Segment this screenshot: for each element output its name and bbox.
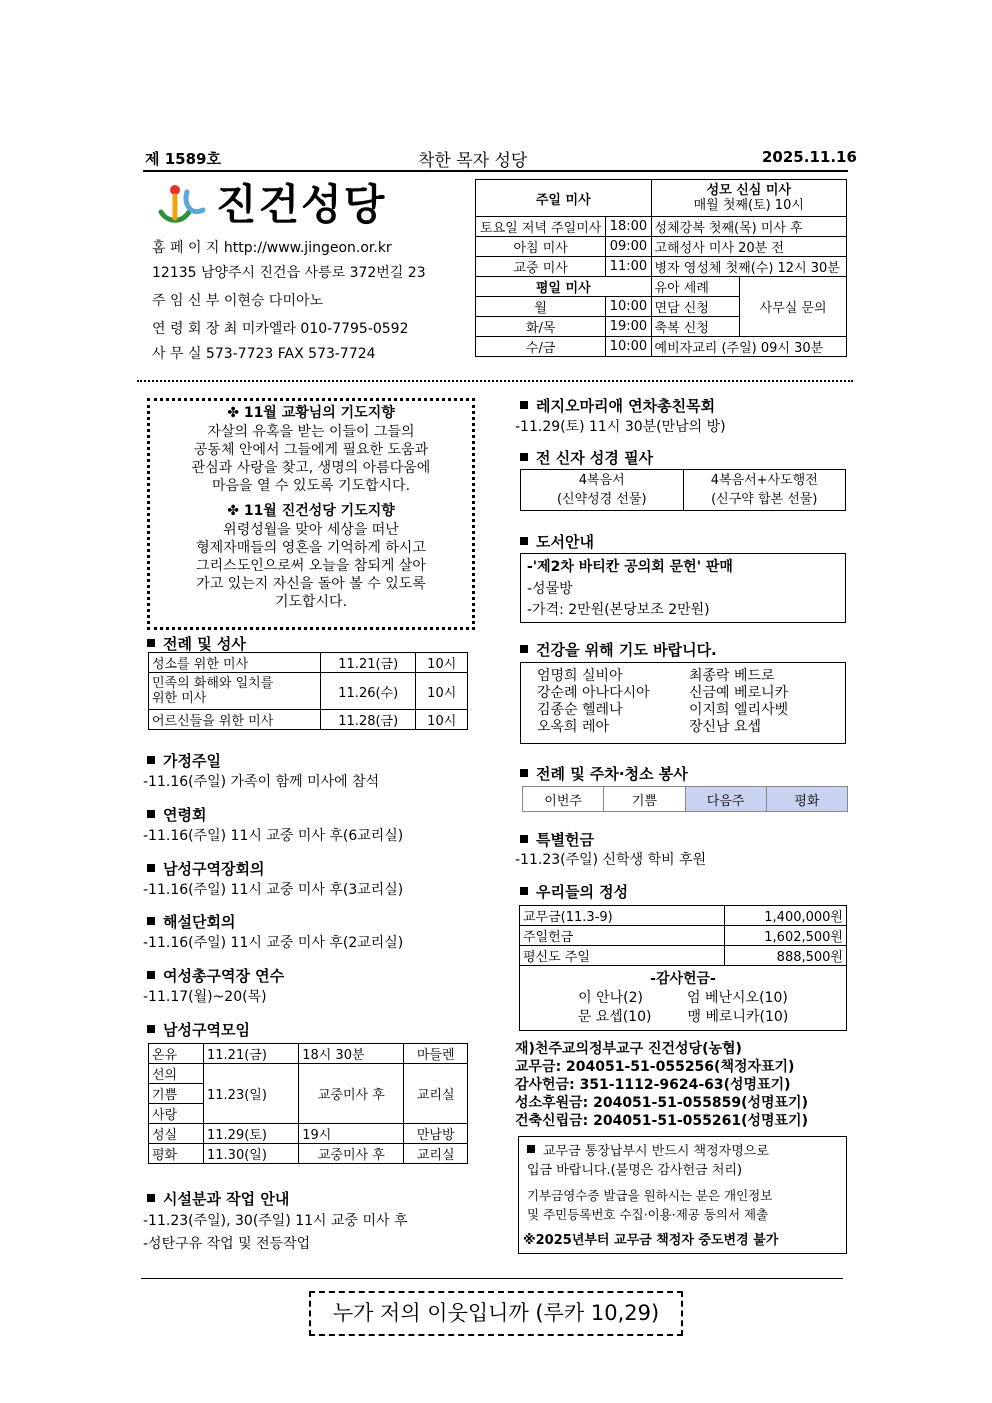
homepage: 홈 페 이 지 http://www.jingeon.or.kr (152, 240, 392, 256)
mass-time: 11:00 (606, 257, 651, 277)
offering-label: 교무금(11.3-9) (520, 906, 725, 926)
prayer-line: 관심과 사랑을 찾고, 생명의 아름다움에 (191, 460, 431, 476)
group-name: 기쁨 (149, 1084, 204, 1104)
prayer-line: 형제자매들의 영혼을 기억하게 하시고 (196, 540, 426, 556)
service-title: 전례 및 주차·청소 봉사 (520, 763, 688, 784)
offering-amount: 1,602,500원 (725, 926, 847, 946)
facility-line: -11.23(주일), 30(주일) 11시 교중 미사 후 (143, 1213, 408, 1229)
liturgy-time: 10시 (416, 710, 468, 730)
liturgy-date: 11.28(금) (321, 710, 416, 730)
books-line: -성물방 (527, 581, 573, 597)
group-date: 11.21(금) (204, 1044, 299, 1064)
offering-label: 평신도 주일 (520, 946, 725, 966)
prayer-line: 공동체 안에서 그들에게 필요한 도움과 (193, 442, 429, 458)
bank-info (515, 1040, 808, 1130)
notice-line: 및 주민등록번호 수집·이용·제공 동의서 제출 (527, 1207, 769, 1222)
group-time: 19시 (299, 1124, 404, 1144)
weekday-mass-header: 평일 미사 (476, 277, 652, 297)
mass-name: 아침 미사 (476, 237, 606, 257)
health-name: 엄명희 실비아 (537, 668, 623, 684)
books-line: -'제2차 바티칸 공의회 문헌' 판매 (527, 559, 733, 575)
thanks-name: 이 안나(2) (578, 989, 644, 1006)
group-date: 11.23(일) (204, 1064, 299, 1124)
group-place: 만남방 (404, 1124, 468, 1144)
footer-verse: 누가 저의 이웃입니까 (루카 10,29) (309, 1291, 683, 1336)
mass-time: 10:00 (606, 297, 651, 317)
mass-time: 18:00 (606, 217, 651, 237)
health-name: 장신남 요셉 (689, 719, 762, 735)
section-title: 여성총구역장 연수 (147, 965, 284, 986)
bible-gift: (신구약 합본 선물) (711, 492, 818, 507)
marian-mass-header: 성모 신심 미사 (706, 183, 791, 198)
service-cell: 평화 (766, 787, 847, 812)
offering-title: 우리들의 정성 (520, 881, 628, 902)
service-cell: 기쁨 (604, 787, 685, 812)
district-table (148, 1043, 468, 1164)
prayer-line: 그리스도인으로써 오늘을 참되게 살아 (196, 558, 426, 574)
mass-time: 10:00 (606, 337, 651, 357)
group-place: 교리실 (404, 1064, 468, 1124)
group-name: 평화 (149, 1144, 204, 1164)
mass-name: 화/목 (476, 317, 606, 337)
thanks-name: 엄 베난시오(10) (687, 989, 788, 1006)
issue-number: 제 1589호 (145, 150, 221, 168)
mass-info: 유아 세례 (651, 277, 740, 297)
marian-mass-sub: 매월 첫째(토) 10시 (693, 198, 804, 213)
health-name: 오옥희 레아 (537, 719, 610, 735)
health-title: 건강을 위해 기도 바랍니다. (520, 639, 717, 660)
address: 12135 남양주시 진건읍 사릉로 372번길 23 (152, 265, 426, 281)
health-name: 이지희 엘리사벳 (689, 702, 789, 718)
thanks-title: -감사헌금- (650, 970, 716, 987)
service-table (522, 786, 848, 812)
health-name: 김종순 헬레나 (537, 702, 623, 718)
health-name: 신금예 베로니카 (689, 685, 789, 701)
mass-info: 성체강복 첫째(목) 미사 후 (651, 217, 846, 237)
notice-line: 입금 바랍니다.(불명은 감사헌금 처리) (527, 1163, 743, 1178)
mass-name: 수/금 (476, 337, 606, 357)
bank-line: 교무금: 204051-51-055256(책정자표기) (515, 1059, 795, 1075)
books-box (520, 553, 846, 623)
catechumen: 예비자교리 (주일) 09시 30분 (651, 337, 846, 357)
prayer-title-parish: ✤ 11월 진건성당 기도지향 (227, 503, 395, 519)
special-title: 특별헌금 (520, 829, 594, 850)
facility-line: -성탄구유 작업 및 전등작업 (143, 1236, 311, 1252)
section-line: -11.16(주일) 11시 교중 미사 후(2교리실) (143, 935, 404, 951)
council-head: 연 령 회 장 최 미카엘라 010-7795-0592 (152, 321, 409, 337)
liturgy-title: 전례 및 성사 (147, 633, 246, 654)
bank-line: 재)천주교의정부교구 진건성당(농협) (515, 1041, 742, 1057)
liturgy-name: 민족의 화해와 일치를 위한 미사 (149, 673, 321, 710)
liturgy-date: 11.26(수) (321, 673, 416, 710)
health-name: 강순례 아나다시아 (537, 685, 650, 701)
thanks-name: 문 요셉(10) (577, 1008, 652, 1025)
mass-table (475, 179, 847, 357)
district-title: 남성구역모임 (147, 1019, 250, 1040)
liturgy-name: 어르신들을 위한 미사 (149, 710, 321, 730)
offering-label: 주일헌금 (520, 926, 725, 946)
facility-title: 시설분과 작업 안내 (147, 1188, 289, 1209)
bank-line: 감사헌금: 351-1112-9624-63(성명표기) (515, 1077, 791, 1093)
books-title: 도서안내 (520, 531, 594, 552)
offering-amount: 1,400,000원 (725, 906, 847, 926)
section-title: 해설단회의 (147, 911, 235, 932)
bank-line: 건축신립금: 204051-51-055261(성명표기) (515, 1113, 808, 1129)
section-title: 가정주일 (147, 750, 221, 771)
prayer-line: 기도합시다. (274, 594, 348, 610)
liturgy-time: 10시 (416, 673, 468, 710)
legio-line: -11.29(토) 11시 30분(만남의 방) (515, 419, 726, 435)
header-rule (143, 170, 848, 172)
mass-info: 고해성사 미사 20분 전 (651, 237, 846, 257)
prayer-line: 자살의 유혹을 받는 이들이 그들의 (207, 424, 415, 440)
prayer-line: 위령성월을 맞아 세상을 떠난 (223, 522, 399, 538)
footer-rule (141, 1278, 843, 1279)
mass-time: 19:00 (606, 317, 651, 337)
bible-title: 전 신자 성경 필사 (520, 447, 653, 468)
prayer-title-pope: ✤ 11월 교황님의 기도지향 (227, 405, 395, 421)
mass-time: 09:00 (606, 237, 651, 257)
bible-option: 4복음서+사도행전 (710, 473, 818, 488)
prayer-line: 가고 있는지 자신을 돌아 볼 수 있도록 (196, 576, 426, 592)
mass-name: 월 (476, 297, 606, 317)
service-cell: 다음주 (685, 787, 766, 812)
prayer-intentions-box (147, 398, 475, 630)
group-name: 선의 (149, 1064, 204, 1084)
group-time: 교중미사 후 (299, 1064, 404, 1124)
section-title: 남성구역장회의 (147, 858, 264, 879)
liturgy-date: 11.21(금) (321, 653, 416, 673)
mass-name: 교중 미사 (476, 257, 606, 277)
offering-amount: 888,500원 (725, 946, 847, 966)
sunday-mass-header: 주일 미사 (476, 180, 652, 217)
bible-table (520, 469, 846, 511)
mass-info: 축복 신청 (651, 317, 740, 337)
notice-line: 기부금영수증 발급을 원하시는 분은 개인정보 (527, 1188, 773, 1203)
dotted-divider (137, 380, 853, 382)
group-time: 18시 30분 (299, 1044, 404, 1064)
liturgy-time: 10시 (416, 653, 468, 673)
mass-name: 토요일 저녁 주일미사 (476, 217, 606, 237)
notice-line: 교무금 통장납부시 반드시 책정자명으로 (543, 1144, 769, 1159)
group-name: 온유 (149, 1044, 204, 1064)
section-line: -11.16(주일) 가족이 함께 미사에 참석 (143, 774, 380, 790)
liturgy-table (148, 652, 468, 730)
bible-option: 4복음서 (578, 473, 625, 488)
group-place: 교리실 (404, 1144, 468, 1164)
thanks-name: 맹 베로니카(10) (687, 1008, 789, 1025)
group-date: 11.29(토) (204, 1124, 299, 1144)
group-name: 성실 (149, 1124, 204, 1144)
liturgy-name: 성소를 위한 미사 (149, 653, 321, 673)
prayer-line: 마음을 열 수 있도록 기도합시다. (211, 478, 411, 494)
pastor: 주 임 신 부 이현승 다미아노 (152, 293, 324, 309)
bible-gift: (신약성경 선물) (556, 492, 647, 507)
service-cell: 이번주 (523, 787, 604, 812)
logo-icon (153, 182, 213, 228)
office-phone: 사 무 실 573-7723 FAX 573-7724 (152, 346, 376, 362)
health-box (520, 662, 846, 744)
issue-date: 2025.11.16 (762, 148, 857, 166)
church-title: 착한 목자 성당 (418, 151, 528, 171)
section-line: -11.17(월)~20(목) (143, 989, 267, 1005)
legio-title: 레지오마리애 연차총친목회 (520, 395, 715, 416)
special-line: -11.23(주일) 신학생 학비 후원 (515, 852, 707, 868)
books-line: -가격: 2만원(본당보조 2만원) (527, 602, 710, 618)
notice-line: ※2025년부터 교무금 책정자 중도변경 불가 (523, 1233, 779, 1248)
group-name: 사랑 (149, 1104, 204, 1124)
group-place: 마들렌 (404, 1044, 468, 1064)
bank-line: 성소후원금: 204051-51-055859(성명표기) (515, 1095, 808, 1111)
mass-info: 면담 신청 (651, 297, 740, 317)
office-inquiry: 사무실 문의 (740, 277, 847, 337)
health-name: 최종락 베드로 (689, 668, 775, 684)
logo-text: 진건성당 (216, 180, 387, 229)
section-line: -11.16(주일) 11시 교중 미사 후(6교리실) (143, 828, 404, 844)
offering-table (519, 905, 847, 1031)
section-line: -11.16(주일) 11시 교중 미사 후(3교리실) (143, 882, 404, 898)
group-date: 11.30(일) (204, 1144, 299, 1164)
section-title: 연령회 (147, 804, 206, 825)
notice-box (518, 1136, 847, 1254)
mass-info: 병자 영성체 첫째(수) 12시 30분 (651, 257, 846, 277)
group-time: 교중미사 후 (299, 1144, 404, 1164)
